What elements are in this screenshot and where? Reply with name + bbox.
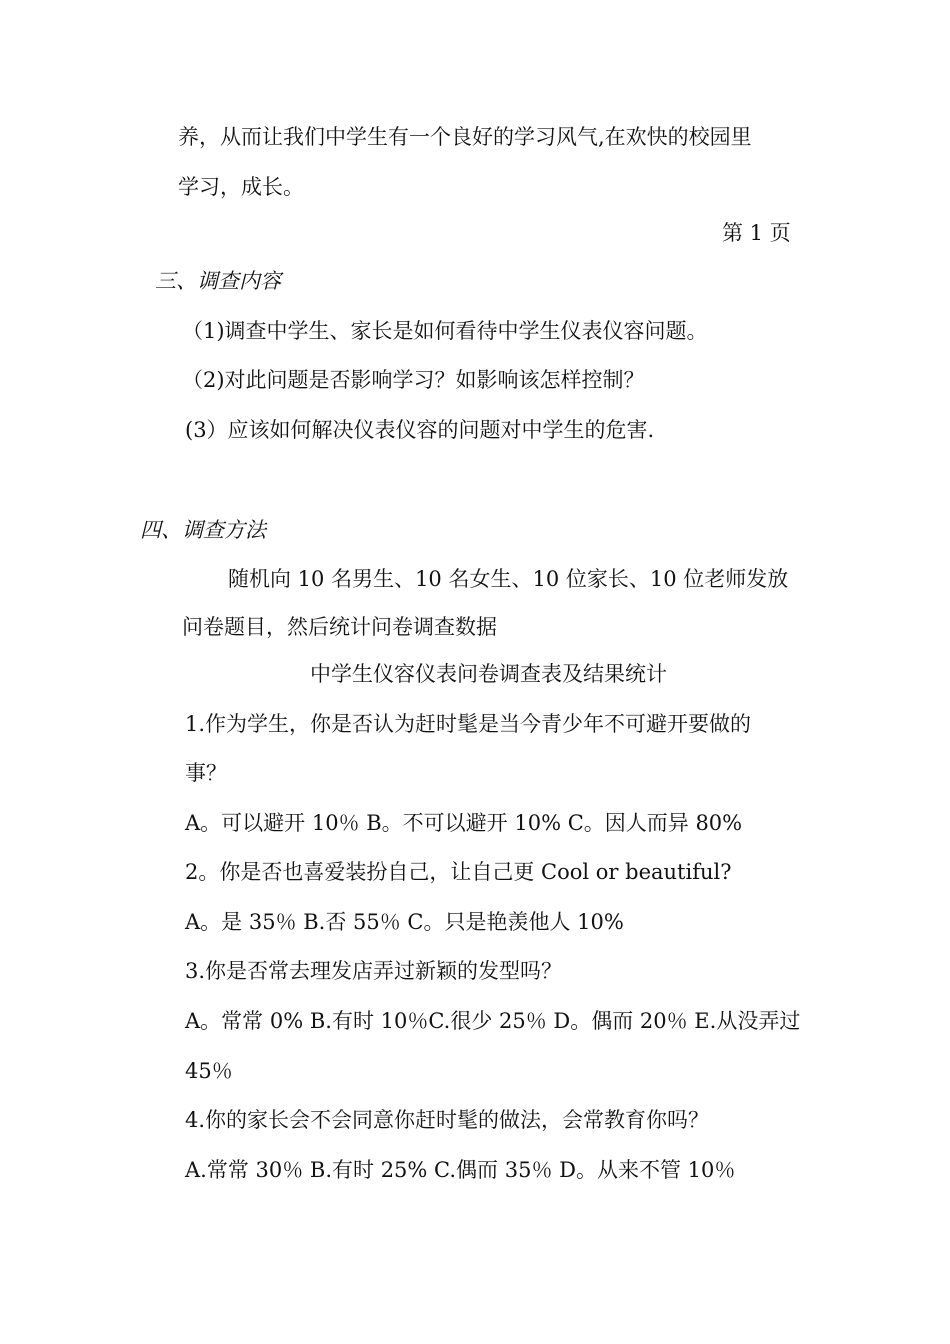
question-3-answers-1: A。常常 0% B.有时 10％C.很少 25％ D。偶而 20％ E.从没弄过 — [185, 1009, 801, 1033]
question-2-answers: A。是 35％ B.否 55％ C。只是艳羡他人 10% — [185, 910, 624, 934]
intro-line-1: 养，从而让我们中学生有一个良好的学习风气,在欢快的校园里 — [178, 125, 752, 149]
survey-table-title: 中学生仪容仪表问卷调查表及结果统计 — [310, 662, 667, 686]
method-line-1: 随机向 10 名男生、10 名女生、10 位家长、10 位老师发放 — [228, 567, 789, 591]
question-1-line-2: 事？ — [185, 761, 227, 785]
question-1-line-1: 1.作为学生，你是否认为赶时髦是当今青少年不可避开要做的 — [185, 712, 752, 736]
page-number: 第 1 页 — [722, 221, 791, 245]
method-line-2: 问卷题目，然后统计问卷调查数据 — [182, 615, 497, 639]
section-3-heading: 三、调查内容 — [155, 269, 281, 293]
intro-line-2: 学习，成长。 — [178, 175, 304, 199]
question-3-answers-2: 45％ — [185, 1059, 233, 1083]
section-4-heading: 四、调查方法 — [140, 518, 266, 542]
question-4-answers: A.常常 30％ B.有时 25% C.偶而 35％ D。从来不管 10％ — [185, 1158, 736, 1182]
section-3-item-2: （2)对此问题是否影响学习？如影响该怎样控制？ — [182, 368, 645, 392]
section-3-item-1: （1)调查中学生、家长是如何看待中学生仪表仪容问题。 — [182, 319, 708, 343]
section-3-item-3: (3）应该如何解决仪表仪容的问题对中学生的危害. — [185, 418, 655, 442]
question-1-answers: A。可以避开 10％ B。不可以避开 10% C。因人而异 80% — [185, 811, 743, 835]
question-4-line-1: 4.你的家长会不会同意你赶时髦的做法，会常教育你吗？ — [185, 1108, 710, 1132]
question-2-line-1: 2。你是否也喜爱装扮自己，让自己更 Cool or beautiful? — [185, 860, 732, 884]
question-3-line-1: 3.你是否常去理发店弄过新颖的发型吗？ — [185, 959, 563, 983]
